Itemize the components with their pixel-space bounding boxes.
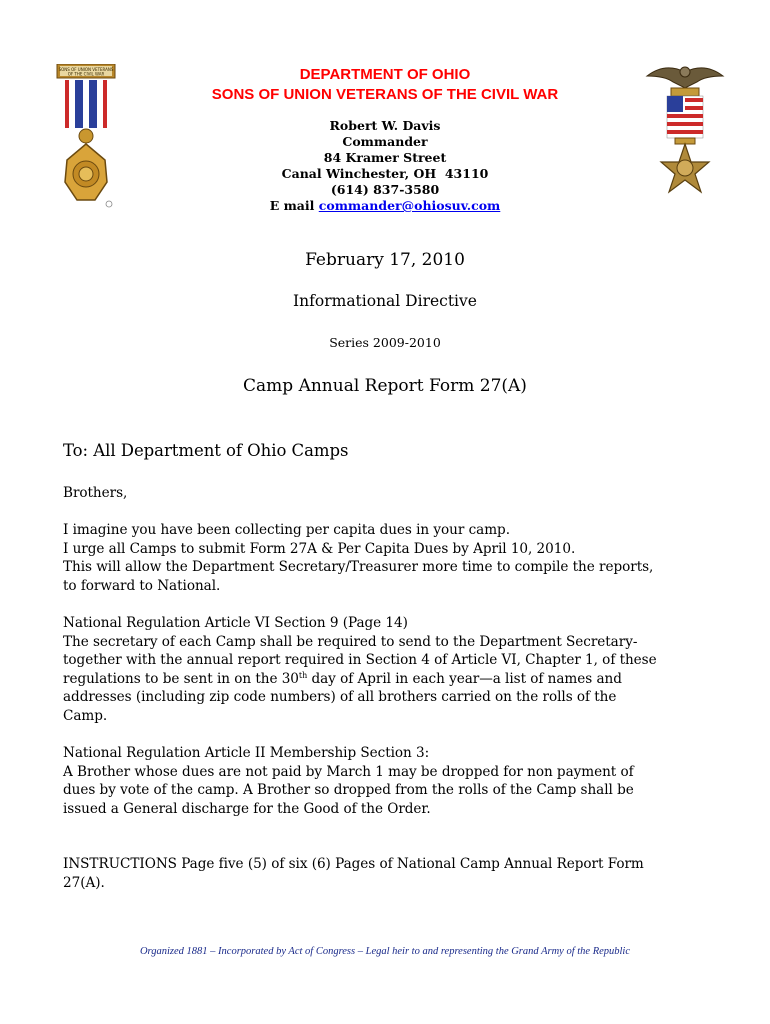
reg1-line: Camp. [63, 707, 108, 724]
para1-line: to forward to National. [63, 577, 221, 594]
instructions [63, 855, 723, 892]
document-subject: Camp Annual Report Form 27(A) [243, 376, 527, 396]
phone: (614) 837-3580 [330, 182, 440, 197]
regulation-2 [63, 744, 723, 818]
regulation-1 [63, 614, 723, 725]
reg2-heading: National Regulation Article II Membership Section 3: [63, 745, 430, 761]
svg-text:SONS OF UNION VETERANS: SONS OF UNION VETERANS [58, 67, 114, 72]
address-city: Canal Winchester, OH 43110 [281, 166, 489, 181]
commander-block [160, 118, 610, 214]
document-date: February 17, 2010 [305, 250, 465, 270]
organization-title: SONS OF UNION VETERANS OF THE CIVIL WAR [211, 86, 559, 103]
para1-line: I urge all Camps to submit Form 27A & Per Capita Dues by April 10, 2010. [63, 540, 576, 557]
reg1-line3-post: day of April in each year—a list of names and [307, 670, 622, 687]
salutation: Brothers, [63, 485, 128, 501]
reg2-line: A Brother whose dues are not paid by March 1 may be dropped for non payment of [63, 763, 634, 780]
email-label: E mail [269, 198, 315, 213]
addressee: To: All Department of Ohio Camps [63, 441, 349, 460]
email-link[interactable]: commander@ohiosuv.com [318, 198, 501, 213]
gar-medal-icon [645, 62, 725, 212]
reg1-line: The secretary of each Camp shall be required to send to the Department Secretary- [63, 633, 638, 650]
reg2-line: dues by vote of the camp. A Brother so dropped from the rolls of the Camp shall be [63, 782, 634, 798]
reg1-line3-pre: regulations to be sent in on the 30 [63, 670, 299, 687]
commander-title: Commander [342, 134, 428, 149]
instructions-line: INSTRUCTIONS Page five (5) of six (6) Pages of National Camp Annual Report Form [63, 856, 644, 872]
instructions-line: 27(A). [63, 874, 105, 891]
suvcw-medal-icon [55, 64, 117, 214]
para1-line: I imagine you have been collecting per capita dues in your camp. [63, 522, 510, 538]
reg1-line: addresses (including zip code numbers) of all brothers carried on the rolls of the [63, 689, 617, 705]
svg-text:OF THE CIVIL WAR: OF THE CIVIL WAR [67, 71, 105, 77]
department-title: DEPARTMENT OF OHIO [299, 66, 471, 83]
reg2-line: issued a General discharge for the Good of the Order. [63, 800, 431, 817]
document-type: Informational Directive [293, 292, 477, 310]
paragraph-1 [63, 521, 723, 595]
document-series: Series 2009-2010 [329, 335, 441, 350]
reg1-line: together with the annual report required in Section 4 of Article VI, Chapter 1, of these [63, 652, 657, 668]
reg1-heading: National Regulation Article VI Section 9 (Page 14) [63, 615, 408, 631]
commander-name: Robert W. Davis [329, 118, 441, 133]
email-line [160, 198, 610, 214]
footer-motto: Organized 1881 – Incorporated by Act of Congress – Legal heir to and representing the Grand Army of the Republic [139, 946, 631, 957]
reg1-line [63, 670, 723, 689]
address-street: 84 Kramer Street [323, 150, 447, 165]
para1-line: This will allow the Department Secretary/Treasurer more time to compile the reports, [63, 559, 654, 575]
reg1-line3-sup: th [298, 670, 308, 680]
